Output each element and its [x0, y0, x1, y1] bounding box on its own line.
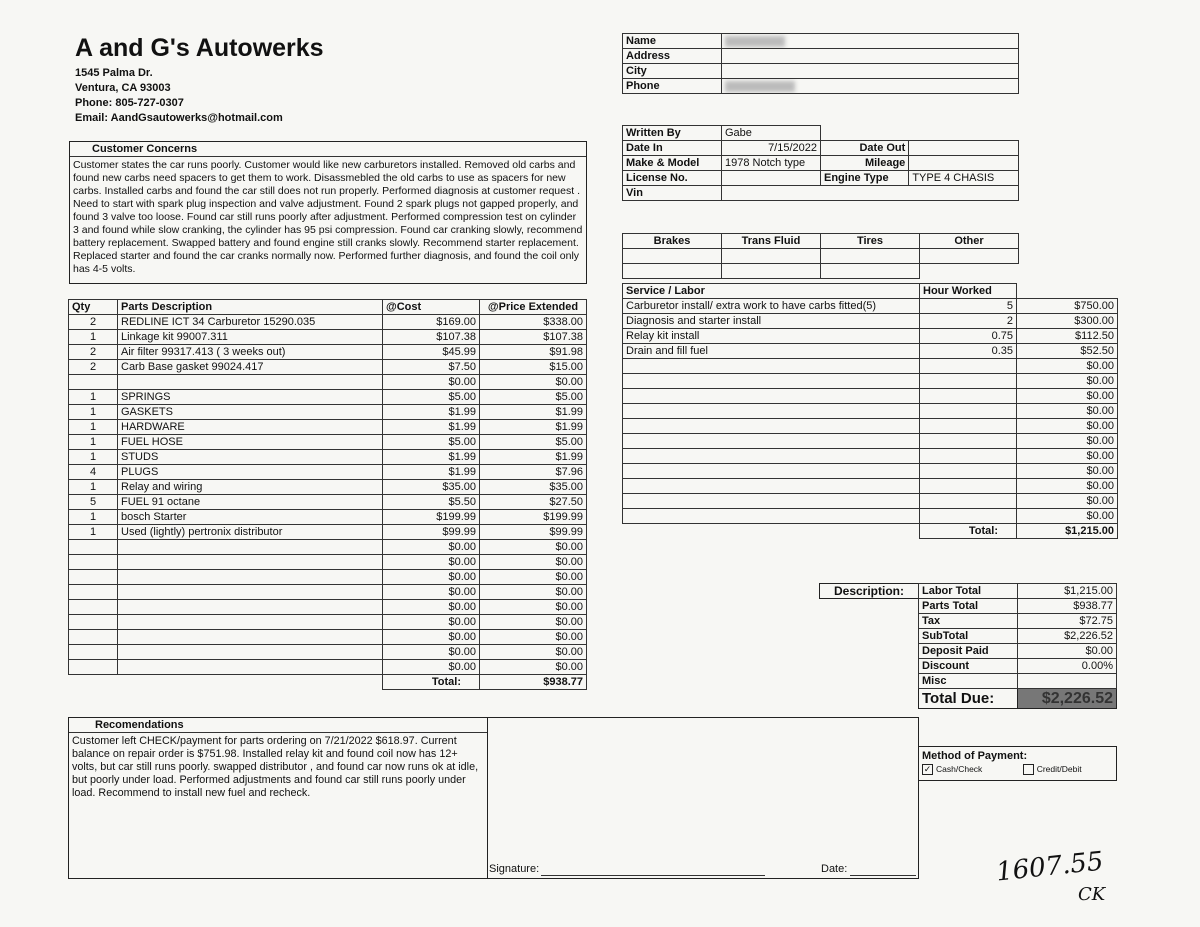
- labor-desc: Carburetor install/ extra work to have carbs fitted(5): [623, 299, 920, 314]
- parts-cost: $0.00: [383, 585, 480, 600]
- engine-type-value: TYPE 4 CHASIS: [909, 171, 1019, 186]
- labor-desc: [623, 404, 920, 419]
- parts-desc: Carb Base gasket 99024.417: [118, 360, 383, 375]
- parts-price: $1.99: [480, 450, 587, 465]
- parts-price: $0.00: [480, 570, 587, 585]
- parts-price: $5.00: [480, 390, 587, 405]
- labor-amount: $52.50: [1017, 344, 1118, 359]
- parts-cost: $0.00: [383, 375, 480, 390]
- parts-cost: $199.99: [383, 510, 480, 525]
- total-due-value: $2,226.52: [1018, 689, 1117, 709]
- date-out-value: [909, 141, 1019, 156]
- credit-debit-checkbox[interactable]: [1023, 764, 1034, 775]
- parts-price: $91.98: [480, 345, 587, 360]
- labor-hours: [920, 389, 1017, 404]
- parts-cost: $5.50: [383, 495, 480, 510]
- labor-row: [623, 464, 1118, 479]
- parts-desc: SPRINGS: [118, 390, 383, 405]
- parts-row: [69, 405, 587, 420]
- parts-total-value: $938.77: [480, 675, 587, 690]
- mileage-value: [909, 156, 1019, 171]
- cost-header: @Cost: [383, 300, 480, 315]
- labor-amount: $0.00: [1017, 389, 1118, 404]
- summary-table: [918, 583, 1117, 709]
- handwritten-note: CK: [1078, 884, 1106, 905]
- parts-price: $5.00: [480, 435, 587, 450]
- labor-hours: 5: [920, 299, 1017, 314]
- parts-desc: bosch Starter: [118, 510, 383, 525]
- labor-amount: $0.00: [1017, 374, 1118, 389]
- parts-desc: [118, 375, 383, 390]
- parts-price: $1.99: [480, 420, 587, 435]
- description-label: Description:: [819, 583, 919, 599]
- parts-qty: 1: [69, 330, 118, 345]
- parts-price: $7.96: [480, 465, 587, 480]
- parts-qty: [69, 645, 118, 660]
- labor-amount: $750.00: [1017, 299, 1118, 314]
- parts-qty: [69, 540, 118, 555]
- parts-price: $0.00: [480, 600, 587, 615]
- summary-row: [919, 629, 1117, 644]
- parts-qty: 5: [69, 495, 118, 510]
- blank-cell: [1017, 284, 1118, 299]
- checks-table: [622, 233, 1019, 279]
- address-label: Address: [623, 49, 722, 64]
- parts-price: $0.00: [480, 555, 587, 570]
- summary-value: $938.77: [1018, 599, 1117, 614]
- parts-qty: 1: [69, 525, 118, 540]
- parts-desc: Linkage kit 99007.311: [118, 330, 383, 345]
- summary-value: $0.00: [1018, 644, 1117, 659]
- parts-desc: [118, 645, 383, 660]
- labor-hours: [920, 374, 1017, 389]
- labor-desc: [623, 419, 920, 434]
- engine-type-label: Engine Type: [821, 171, 909, 186]
- labor-row: [623, 494, 1118, 509]
- parts-row: [69, 315, 587, 330]
- parts-row: [69, 480, 587, 495]
- labor-desc: [623, 509, 920, 524]
- cash-check-checkbox[interactable]: ✓: [923, 764, 932, 775]
- parts-row: [69, 390, 587, 405]
- parts-qty: [69, 375, 118, 390]
- labor-total-label: Total:: [920, 524, 1017, 539]
- blank-cell: [118, 675, 383, 690]
- parts-qty: 2: [69, 315, 118, 330]
- parts-qty: 1: [69, 510, 118, 525]
- signature-line: [541, 875, 765, 876]
- parts-price: $0.00: [480, 615, 587, 630]
- parts-qty: 1: [69, 450, 118, 465]
- parts-cost: $1.99: [383, 450, 480, 465]
- blank-cell: [821, 126, 1019, 141]
- labor-desc: [623, 479, 920, 494]
- summary-value: $72.75: [1018, 614, 1117, 629]
- parts-cost: $5.00: [383, 435, 480, 450]
- labor-desc: Relay kit install: [623, 329, 920, 344]
- parts-qty: [69, 555, 118, 570]
- labor-desc: Diagnosis and starter install: [623, 314, 920, 329]
- labor-table: [622, 283, 1118, 539]
- parts-qty: [69, 600, 118, 615]
- parts-row: [69, 510, 587, 525]
- parts-desc: Used (lightly) pertronix distributor: [118, 525, 383, 540]
- parts-desc-header: Parts Description: [118, 300, 383, 315]
- parts-cost: $1.99: [383, 420, 480, 435]
- labor-amount: $0.00: [1017, 494, 1118, 509]
- labor-hours: [920, 449, 1017, 464]
- parts-cost: $0.00: [383, 615, 480, 630]
- parts-price: $199.99: [480, 510, 587, 525]
- parts-desc: [118, 555, 383, 570]
- other-value: [920, 249, 1019, 264]
- labor-hours: 0.75: [920, 329, 1017, 344]
- parts-qty: [69, 615, 118, 630]
- parts-desc: [118, 540, 383, 555]
- summary-label: Tax: [919, 614, 1018, 629]
- credit-debit-label: Credit/Debit: [1036, 764, 1082, 774]
- parts-desc: HARDWARE: [118, 420, 383, 435]
- labor-desc: [623, 359, 920, 374]
- parts-cost: $99.99: [383, 525, 480, 540]
- labor-total-value: $1,215.00: [1017, 524, 1118, 539]
- parts-cost: $5.00: [383, 390, 480, 405]
- labor-row: [623, 389, 1118, 404]
- phone-label: Phone: [623, 79, 722, 94]
- concerns-title: Customer Concerns: [70, 142, 586, 157]
- labor-row: [623, 344, 1118, 359]
- labor-hours: [920, 494, 1017, 509]
- tires-value: [821, 264, 920, 279]
- make-model-label: Make & Model: [623, 156, 722, 171]
- parts-desc: PLUGS: [118, 465, 383, 480]
- parts-row: [69, 585, 587, 600]
- parts-desc: FUEL 91 octane: [118, 495, 383, 510]
- labor-row: [623, 419, 1118, 434]
- parts-price: $99.99: [480, 525, 587, 540]
- parts-desc: [118, 660, 383, 675]
- parts-desc: [118, 600, 383, 615]
- qty-header: Qty: [69, 300, 118, 315]
- summary-row: [919, 644, 1117, 659]
- labor-row: [623, 434, 1118, 449]
- labor-desc: [623, 494, 920, 509]
- parts-price: $0.00: [480, 585, 587, 600]
- parts-price: $0.00: [480, 660, 587, 675]
- shop-email: Email: AandGsautowerks@hotmail.com: [75, 112, 283, 124]
- parts-price: $1.99: [480, 405, 587, 420]
- parts-row: [69, 645, 587, 660]
- total-due-label: Total Due:: [919, 689, 1018, 709]
- parts-price: $15.00: [480, 360, 587, 375]
- parts-cost: $0.00: [383, 540, 480, 555]
- summary-row: [919, 599, 1117, 614]
- labor-amount: $0.00: [1017, 449, 1118, 464]
- parts-desc: GASKETS: [118, 405, 383, 420]
- brakes-value: [623, 249, 722, 264]
- blank-cell: [69, 675, 118, 690]
- parts-cost: $0.00: [383, 570, 480, 585]
- shop-address: 1545 Palma Dr.: [75, 67, 153, 79]
- labor-row: [623, 509, 1118, 524]
- labor-row: [623, 299, 1118, 314]
- vehicle-table: [622, 125, 1019, 201]
- summary-value: [1018, 674, 1117, 689]
- labor-row: [623, 329, 1118, 344]
- parts-row: [69, 540, 587, 555]
- summary-value: $1,215.00: [1018, 584, 1117, 599]
- concerns-text: Customer states the car runs poorly. Customer would like new carburetors installed. Removed old carbs and found new carbs need spacers to get them to work. Disassmebled the old carbs to use as spacers for new carbs. Installed carbs and found the car still does not run properly. Performed diagnosis at customer request . Need to start with spark plug inspection and valve adjustment. Found 2 spark plugs not gapped properly, and found 3 valve too loose. Found car still runs poorly after adjustment. Performed compression test on cylinder 3 and found while slow cranking, the cylinder has 95 psi compression. Found car cranking slowly, recommend battery replacement. Swapped battery and found engine still cranks slowly. Recommend starter replacement. Replaced starter and found the car cranks normally now. Performed further diagnosis, and found the coil only has 4-5 volts.: [73, 159, 583, 275]
- hours-header: Hour Worked: [920, 284, 1017, 299]
- parts-row: [69, 615, 587, 630]
- labor-hours: [920, 419, 1017, 434]
- date-in-label: Date In: [623, 141, 722, 156]
- labor-row: [623, 404, 1118, 419]
- parts-qty: [69, 570, 118, 585]
- summary-label: Deposit Paid: [919, 644, 1018, 659]
- labor-desc: [623, 434, 920, 449]
- customer-table: [622, 33, 1019, 94]
- redacted-phone: [725, 81, 795, 92]
- labor-amount: $0.00: [1017, 509, 1118, 524]
- summary-value: 0.00%: [1018, 659, 1117, 674]
- license-value: [722, 171, 821, 186]
- summary-row: [919, 674, 1117, 689]
- price-header: @Price Extended: [480, 300, 587, 315]
- parts-qty: [69, 630, 118, 645]
- parts-desc: Air filter 99317.413 ( 3 weeks out): [118, 345, 383, 360]
- parts-row: [69, 345, 587, 360]
- labor-amount: $0.00: [1017, 434, 1118, 449]
- cash-check-label: Cash/Check: [936, 764, 983, 774]
- parts-cost: $0.00: [383, 600, 480, 615]
- name-label: Name: [623, 34, 722, 49]
- parts-row: [69, 360, 587, 375]
- summary-label: Discount: [919, 659, 1018, 674]
- parts-qty: 4: [69, 465, 118, 480]
- phone-value: [722, 79, 1019, 94]
- labor-desc: [623, 389, 920, 404]
- recommendations-text: Customer left CHECK/payment for parts ordering on 7/21/2022 $618.97. Current balance on repair order is $751.98. Installed relay kit and found coil now has 12+ volts, but car still runs poorly. swapped distributor , and found car now runs ok at idle, but poorly under load. Performed adjustments and found car still runs poorly under load. Recommend to install new fuel and recheck.: [72, 735, 479, 799]
- parts-row: [69, 435, 587, 450]
- parts-price: $0.00: [480, 375, 587, 390]
- parts-qty: 1: [69, 420, 118, 435]
- parts-price: $27.50: [480, 495, 587, 510]
- payment-title: Method of Payment:: [922, 750, 1028, 762]
- parts-row: [69, 660, 587, 675]
- written-by-value: Gabe: [722, 126, 821, 141]
- tires-header: Tires: [821, 234, 920, 249]
- labor-amount: $0.00: [1017, 479, 1118, 494]
- parts-cost: $1.99: [383, 465, 480, 480]
- other-header: Other: [920, 234, 1019, 249]
- parts-qty: 1: [69, 435, 118, 450]
- parts-row: [69, 600, 587, 615]
- parts-desc: [118, 585, 383, 600]
- shop-city: Ventura, CA 93003: [75, 82, 171, 94]
- labor-row: [623, 359, 1118, 374]
- parts-total-label: Total:: [383, 675, 480, 690]
- parts-qty: 1: [69, 405, 118, 420]
- summary-label: Labor Total: [919, 584, 1018, 599]
- parts-price: $0.00: [480, 540, 587, 555]
- parts-qty: 1: [69, 480, 118, 495]
- brakes-header: Brakes: [623, 234, 722, 249]
- labor-amount: $0.00: [1017, 359, 1118, 374]
- parts-row: [69, 495, 587, 510]
- parts-row: [69, 330, 587, 345]
- parts-cost: $169.00: [383, 315, 480, 330]
- labor-row: [623, 314, 1118, 329]
- shop-name: A and G's Autowerks: [75, 34, 324, 62]
- labor-row: [623, 479, 1118, 494]
- labor-hours: 0.35: [920, 344, 1017, 359]
- parts-cost: $0.00: [383, 555, 480, 570]
- labor-row: [623, 449, 1118, 464]
- labor-hours: [920, 464, 1017, 479]
- parts-cost: $0.00: [383, 660, 480, 675]
- make-model-value: 1978 Notch type: [722, 156, 821, 171]
- parts-desc: [118, 570, 383, 585]
- parts-row: [69, 630, 587, 645]
- summary-row: [919, 659, 1117, 674]
- blank-cell: [920, 264, 1019, 279]
- written-by-label: Written By: [623, 126, 722, 141]
- brakes-value: [623, 264, 722, 279]
- recommendations-title: Recomendations: [69, 718, 487, 733]
- labor-hours: [920, 359, 1017, 374]
- parts-price: $107.38: [480, 330, 587, 345]
- parts-price: $0.00: [480, 645, 587, 660]
- labor-desc: [623, 374, 920, 389]
- parts-cost: $1.99: [383, 405, 480, 420]
- labor-desc: [623, 464, 920, 479]
- parts-desc: [118, 630, 383, 645]
- labor-desc: Drain and fill fuel: [623, 344, 920, 359]
- parts-desc: STUDS: [118, 450, 383, 465]
- labor-hours: [920, 479, 1017, 494]
- parts-desc: FUEL HOSE: [118, 435, 383, 450]
- parts-cost: $0.00: [383, 630, 480, 645]
- date-in-value: 7/15/2022: [722, 141, 821, 156]
- labor-hours: [920, 434, 1017, 449]
- name-value: [722, 34, 1019, 49]
- parts-qty: 2: [69, 360, 118, 375]
- parts-qty: [69, 585, 118, 600]
- license-label: License No.: [623, 171, 722, 186]
- shop-phone: Phone: 805-727-0307: [75, 97, 184, 109]
- address-value: [722, 49, 1019, 64]
- parts-row: [69, 570, 587, 585]
- parts-desc: Relay and wiring: [118, 480, 383, 495]
- parts-desc: REDLINE ICT 34 Carburetor 15290.035: [118, 315, 383, 330]
- parts-qty: 2: [69, 345, 118, 360]
- signature-label: Signature:: [489, 863, 540, 875]
- parts-row: [69, 420, 587, 435]
- parts-price: $338.00: [480, 315, 587, 330]
- labor-row: [623, 374, 1118, 389]
- parts-row: [69, 525, 587, 540]
- signature-area: [487, 717, 919, 879]
- trans-value: [722, 264, 821, 279]
- parts-cost: $35.00: [383, 480, 480, 495]
- labor-amount: $112.50: [1017, 329, 1118, 344]
- parts-qty: 1: [69, 390, 118, 405]
- labor-desc: [623, 449, 920, 464]
- parts-desc: [118, 615, 383, 630]
- vin-value: [722, 186, 1019, 201]
- payment-box: [918, 746, 1117, 781]
- parts-cost: $107.38: [383, 330, 480, 345]
- date-line: [850, 875, 916, 876]
- summary-value: $2,226.52: [1018, 629, 1117, 644]
- summary-label: Parts Total: [919, 599, 1018, 614]
- service-header: Service / Labor: [623, 284, 920, 299]
- labor-hours: [920, 509, 1017, 524]
- summary-row: [919, 584, 1117, 599]
- labor-amount: $300.00: [1017, 314, 1118, 329]
- parts-row: [69, 555, 587, 570]
- city-label: City: [623, 64, 722, 79]
- date-out-label: Date Out: [821, 141, 909, 156]
- handwritten-amount: 1607.55: [994, 846, 1105, 888]
- parts-price: $35.00: [480, 480, 587, 495]
- mileage-label: Mileage: [821, 156, 909, 171]
- parts-cost: $0.00: [383, 645, 480, 660]
- parts-table: [68, 299, 587, 690]
- blank-cell: [623, 524, 920, 539]
- labor-amount: $0.00: [1017, 464, 1118, 479]
- parts-cost: $7.50: [383, 360, 480, 375]
- parts-row: [69, 375, 587, 390]
- labor-hours: [920, 404, 1017, 419]
- labor-amount: $0.00: [1017, 419, 1118, 434]
- tires-value: [821, 249, 920, 264]
- parts-price: $0.00: [480, 630, 587, 645]
- city-value: [722, 64, 1019, 79]
- redacted-name: [725, 36, 785, 47]
- summary-row: [919, 614, 1117, 629]
- parts-row: [69, 465, 587, 480]
- parts-cost: $45.99: [383, 345, 480, 360]
- parts-qty: [69, 660, 118, 675]
- recommendations-box: [68, 717, 488, 879]
- summary-label: SubTotal: [919, 629, 1018, 644]
- labor-amount: $0.00: [1017, 404, 1118, 419]
- summary-label: Misc: [919, 674, 1018, 689]
- vin-label: Vin: [623, 186, 722, 201]
- parts-row: [69, 450, 587, 465]
- labor-hours: 2: [920, 314, 1017, 329]
- date-label: Date:: [821, 863, 848, 875]
- trans-fluid-header: Trans Fluid: [722, 234, 821, 249]
- trans-value: [722, 249, 821, 264]
- concerns-box: [69, 141, 587, 284]
